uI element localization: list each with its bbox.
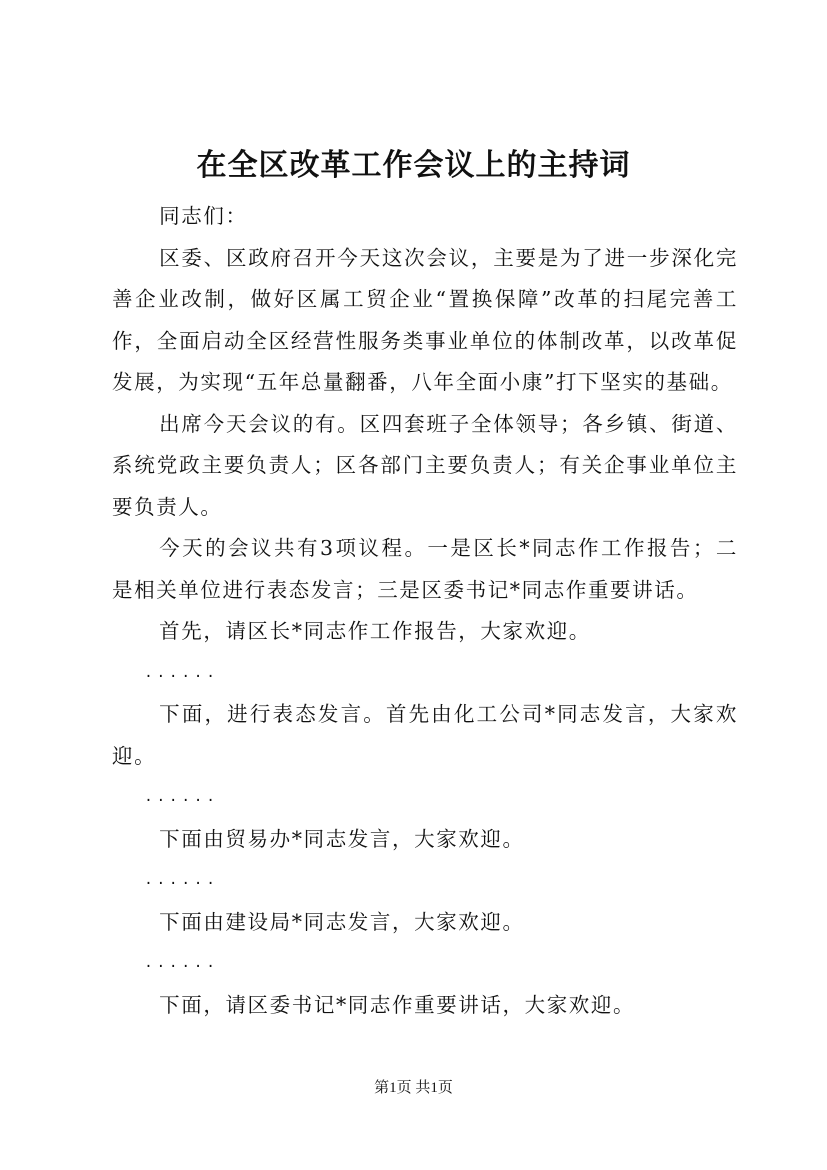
paragraph-salutation: 同志们： — [159, 204, 248, 228]
document-title: 在全区改革工作会议上的主持词 — [196, 148, 631, 183]
ellipsis-separator: ...... — [144, 789, 219, 805]
ellipsis-separator: ...... — [144, 664, 219, 681]
ellipsis-separator: ...... — [144, 955, 219, 971]
paragraph-statement-intro: 下面，进行表态发言。首先由化工公司*同志发言，大家欢迎。 — [112, 702, 738, 768]
paragraph-agenda: 今天的会议共有3项议程。一是区长*同志作工作报告；二是相关单位进行表态发言；三是区委书记*同志作重要讲话。 — [112, 536, 738, 602]
paragraph-purpose: 区委、区政府召开今天这次会议，主要是为了进一步深化完善企业改制，做好区属工贸企业“置换保障”改革的扫尾完善工作，全面启动全区经营性服务类事业单位的体制改革，以改革促发展，为实现“五年总量翻番，八年全面小康”打下坚实的基础。 — [112, 245, 738, 394]
paragraph-trade-office: 下面由贸易办*同志发言，大家欢迎。 — [159, 826, 525, 851]
paragraph-secretary-speech: 下面，请区委书记*同志作重要讲话，大家欢迎。 — [159, 992, 636, 1017]
paragraph-attendees: 出席今天会议的有。区四套班子全体领导；各乡镇、街道、系统党政主要负责人；区各部门主要负责人；有关企事业单位主要负责人。 — [112, 411, 738, 519]
ellipsis-separator: ...... — [144, 872, 219, 888]
document-body — [112, 196, 738, 1026]
paragraph-construction-bureau: 下面由建设局*同志发言，大家欢迎。 — [159, 909, 525, 934]
page-footer: 第1页 共1页 — [374, 1080, 453, 1096]
paragraph-work-report: 首先，请区长*同志作工作报告，大家欢迎。 — [159, 619, 591, 643]
